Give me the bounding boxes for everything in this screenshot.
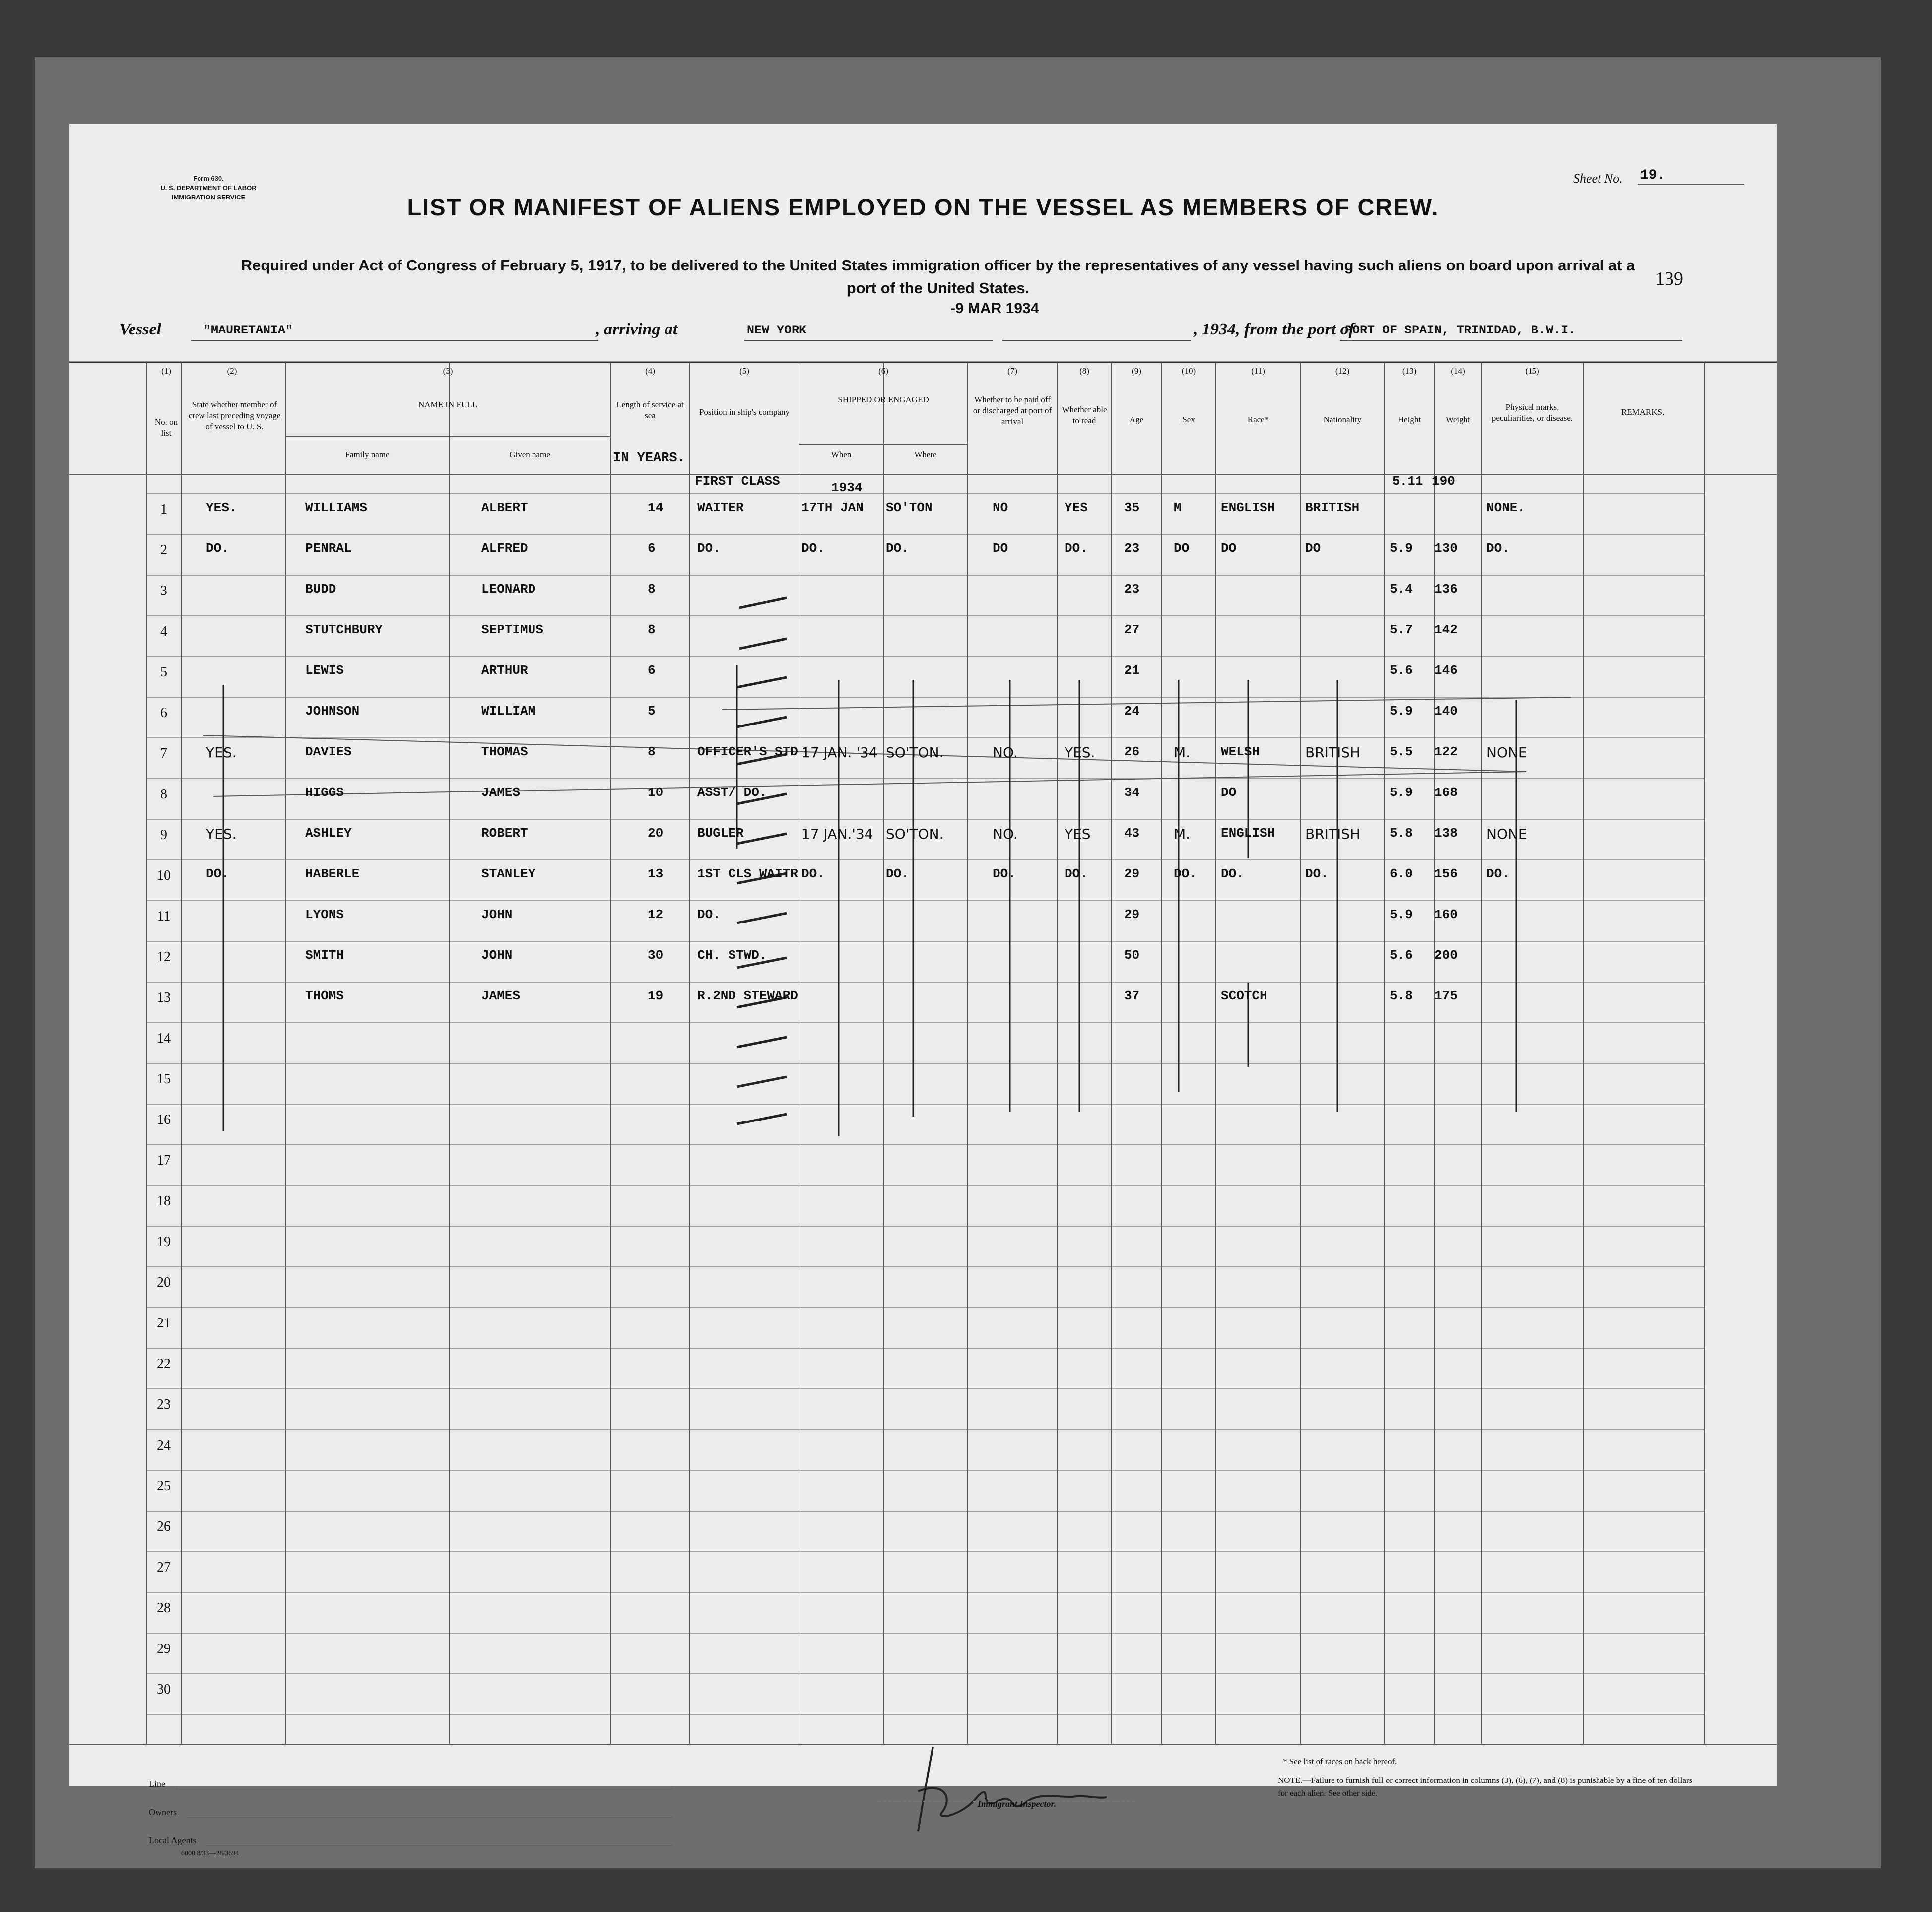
height-cell: 6.0 (1390, 866, 1413, 881)
row-number: 26 (157, 1519, 171, 1534)
inspector-label: Immigrant Inspector. (978, 1799, 1057, 1809)
print-code: 6000 8/33—28/3694 (181, 1850, 239, 1857)
arrival-port: NEW YORK (747, 323, 807, 337)
family-name-cell: BUDD (305, 582, 336, 596)
document-title: LIST OR MANIFEST OF ALIENS EMPLOYED ON THE VESSEL AS MEMBERS OF CREW. (407, 194, 1439, 220)
race-cell: ENGLISH (1221, 826, 1275, 841)
row-number: 2 (160, 542, 167, 558)
physical-marks-cell: DO. (1486, 866, 1510, 881)
row-number: 23 (157, 1397, 171, 1412)
service-years-cell: 30 (648, 948, 664, 963)
row-number: 25 (157, 1478, 171, 1494)
header-able-read: Whether able to read (1062, 405, 1107, 425)
age-cell: 37 (1124, 989, 1140, 1003)
position-cell: R.2ND STEWARD (697, 989, 798, 1003)
race-cell: DO (1221, 541, 1237, 556)
height-cell: 5.9 (1390, 541, 1413, 556)
col-num-6: (6) (878, 366, 888, 376)
able-read-cell: DO. (1065, 541, 1088, 556)
nationality-cell: DO (1305, 541, 1321, 556)
given-name-cell: JAMES (481, 989, 521, 1003)
col-num-3: (3) (443, 366, 453, 376)
shipped-where-cell: SO'TON. (886, 744, 944, 761)
when-year: 1934 (831, 480, 863, 495)
position-cell: DO. (697, 907, 721, 922)
inspector-signature (829, 1742, 1156, 1841)
date-stamp: -9 MAR 1934 (950, 300, 1039, 317)
age-cell: 23 (1124, 541, 1140, 556)
weight-cell: 138 (1434, 826, 1458, 841)
row-number: 14 (157, 1031, 171, 1046)
weight-cell: 200 (1434, 948, 1458, 963)
race-cell: DO. (1221, 866, 1244, 881)
nationality-cell: BRITISH (1305, 826, 1361, 842)
height-cell: 5.6 (1390, 663, 1413, 678)
given-name-cell: STANLEY (481, 866, 536, 881)
col-num-5: (5) (739, 366, 749, 376)
row-number: 13 (157, 990, 171, 1005)
shipped-when-cell: 17 JAN.'34 (801, 826, 873, 842)
owners-label: Owners (149, 1807, 177, 1817)
row-number: 8 (160, 787, 167, 802)
height-cell: 5.8 (1390, 989, 1413, 1003)
row-number: 6 (160, 705, 167, 721)
service-years-cell: 10 (648, 785, 664, 800)
given-name-cell: JOHN (481, 948, 513, 963)
family-name-cell: HABERLE (305, 866, 360, 881)
form-number: Form 630. (193, 175, 224, 182)
physical-marks-cell: NONE (1486, 744, 1527, 761)
given-name-cell: SEPTIMUS (481, 622, 543, 637)
service-years-cell: 19 (648, 989, 664, 1003)
shipped-when-cell: DO. (801, 866, 825, 881)
given-name-cell: ROBERT (481, 826, 528, 841)
able-read-cell: YES (1065, 826, 1091, 842)
owners-underline (186, 1817, 672, 1818)
nationality-cell: BRITISH (1305, 500, 1360, 515)
header-race: Race* (1247, 415, 1269, 424)
given-name-cell: ALFRED (481, 541, 528, 556)
age-cell: 27 (1124, 622, 1140, 637)
state-cell: DO. (206, 866, 229, 881)
age-cell: 29 (1124, 907, 1140, 922)
col-num-7: (7) (1007, 366, 1017, 376)
paid-off-cell: NO. (993, 744, 1018, 761)
given-name-cell: JOHN (481, 907, 513, 922)
header-nationality: Nationality (1323, 415, 1362, 424)
service-years-cell: 8 (648, 582, 656, 596)
shipped-where-cell: DO. (886, 866, 909, 881)
header-height: Height (1398, 415, 1421, 424)
given-name-cell: THOMAS (481, 744, 528, 759)
row-number: 22 (157, 1356, 171, 1372)
able-read-cell: YES. (1065, 744, 1095, 761)
weight-cell: 140 (1434, 704, 1458, 719)
service-years-cell: 6 (648, 541, 656, 556)
row-number: 16 (157, 1112, 171, 1127)
vessel-name: "MAURETANIA" (203, 323, 293, 337)
service-years-cell: 5 (648, 704, 656, 719)
able-read-cell: DO. (1065, 866, 1088, 881)
family-name-cell: DAVIES (305, 744, 352, 759)
state-cell: YES. (206, 826, 237, 842)
header-position: Position in ship's company (699, 407, 790, 417)
position-cell: 1ST CLS WAITR (697, 866, 798, 881)
weight-cell: 160 (1434, 907, 1458, 922)
header-length-service: Length of service at sea (616, 400, 684, 420)
col-num-11: (11) (1251, 366, 1265, 376)
row-number: 10 (157, 868, 171, 883)
row-number: 24 (157, 1438, 171, 1453)
col-num-1: (1) (161, 366, 171, 376)
given-name-cell: ARTHUR (481, 663, 528, 678)
sex-cell: DO. (1174, 866, 1197, 881)
col-num-12: (12) (1335, 366, 1350, 376)
col-num-15: (15) (1525, 366, 1539, 376)
position-cell: CH. STWD. (697, 948, 767, 963)
weight-cell: 168 (1434, 785, 1458, 800)
age-cell: 35 (1124, 500, 1140, 515)
col-num-8: (8) (1079, 366, 1089, 376)
row-number: 12 (157, 949, 171, 965)
header-physical-marks: Physical marks, peculiarities, or disease. (1491, 402, 1573, 423)
sex-cell: M (1174, 500, 1182, 515)
family-name-cell: LYONS (305, 907, 344, 922)
age-cell: 23 (1124, 582, 1140, 596)
sheet-number: 19. (1640, 168, 1666, 183)
height-cell: 5.4 (1390, 582, 1413, 596)
age-cell: 26 (1124, 744, 1140, 759)
given-name-cell: WILLIAM (481, 704, 536, 719)
weight-cell: 146 (1434, 663, 1458, 678)
col-num-13: (13) (1402, 366, 1417, 376)
height-cell: 5.9 (1390, 704, 1413, 719)
family-name-cell: THOMS (305, 989, 344, 1003)
sex-cell: M. (1174, 826, 1191, 842)
row-number: 21 (157, 1316, 171, 1331)
paid-off-cell: DO (993, 541, 1008, 556)
row-number: 29 (157, 1641, 171, 1656)
row-number: 9 (160, 827, 167, 843)
shipped-where-cell: SO'TON (886, 500, 933, 515)
weight-cell: 136 (1434, 582, 1458, 596)
age-cell: 34 (1124, 785, 1140, 800)
col-num-4: (4) (645, 366, 655, 376)
col-num-2: (2) (227, 366, 237, 376)
departure-port: PORT OF SPAIN, TRINIDAD, B.W.I. (1345, 323, 1576, 337)
service-name: IMMIGRATION SERVICE (171, 194, 246, 201)
row-number: 28 (157, 1600, 171, 1616)
row-number: 11 (157, 909, 171, 924)
row-number: 5 (160, 664, 167, 680)
row-number: 4 (160, 624, 167, 639)
position-cell: OFFICER'S STD (697, 744, 798, 759)
weight-cell: 130 (1434, 541, 1458, 556)
header-where: Where (914, 450, 937, 459)
race-cell: WELSH (1221, 744, 1260, 759)
position-cell: DO. (697, 541, 721, 556)
able-read-cell: YES (1065, 500, 1088, 515)
service-years-cell: 6 (648, 663, 656, 678)
header-no-on-list: No. on list (154, 417, 178, 438)
service-years-cell: 13 (648, 866, 664, 881)
height-extra-line: 5.11 (1392, 474, 1423, 489)
given-name-cell: LEONARD (481, 582, 536, 596)
position-cell: BUGLER (697, 826, 744, 841)
vessel-label: Vessel (119, 320, 161, 338)
row-number: 30 (157, 1682, 171, 1697)
header-remarks: REMARKS. (1621, 407, 1665, 417)
row-number: 1 (160, 502, 167, 517)
family-name-cell: ASHLEY (305, 826, 352, 841)
state-cell: YES. (206, 744, 237, 761)
age-cell: 24 (1124, 704, 1140, 719)
position-cell: ASST/ DO. (697, 785, 767, 800)
family-name-cell: PENRAL (305, 541, 352, 556)
service-years-cell: 14 (648, 500, 664, 515)
paid-off-cell: NO. (993, 826, 1018, 842)
local-agents-label: Local Agents (149, 1835, 197, 1845)
physical-marks-cell: NONE (1486, 826, 1527, 842)
row-number: 15 (157, 1071, 171, 1087)
age-cell: 50 (1124, 948, 1140, 963)
race-cell: SCOTCH (1221, 989, 1267, 1003)
nationality-cell: DO. (1305, 866, 1329, 881)
family-name-cell: JOHNSON (305, 704, 360, 719)
height-cell: 5.9 (1390, 907, 1413, 922)
row-number: 20 (157, 1275, 171, 1290)
state-cell: DO. (206, 541, 229, 556)
penalty-note: NOTE.—Failure to furnish full or correct information in columns (3), (6), (7), and (8) is punishable by a fine of ten dollars for each alien. See other side. (1278, 1776, 1693, 1798)
header-given-name: Given name (509, 450, 550, 459)
department-name: U. S. DEPARTMENT OF LABOR (160, 184, 257, 192)
header-family-name: Family name (345, 450, 390, 459)
race-cell: ENGLISH (1221, 500, 1275, 515)
header-paid-off: Whether to be paid off or discharged at port of arrival (973, 395, 1052, 426)
paid-off-cell: DO. (993, 866, 1016, 881)
shipped-when-cell: DO. (801, 541, 825, 556)
position-cell: WAITER (697, 500, 744, 515)
family-name-cell: SMITH (305, 948, 344, 963)
service-years-cell: 8 (648, 622, 656, 637)
weight-cell: 175 (1434, 989, 1458, 1003)
service-years-cell: 12 (648, 907, 664, 922)
weight-cell: 142 (1434, 622, 1458, 637)
col-num-10: (10) (1181, 366, 1196, 376)
line-label: Line (149, 1779, 165, 1789)
height-cell: 5.9 (1390, 785, 1413, 800)
document-subtitle: Required under Act of Congress of February 5, 1917, to be delivered to the United States immigration officer by the representatives of any vessel having such aliens on board upon arrival at a port of the United States. (241, 257, 1635, 297)
row-number: 18 (157, 1193, 171, 1209)
header-name-in-full: NAME IN FULL (418, 400, 477, 409)
col-num-14: (14) (1451, 366, 1465, 376)
shipped-when-cell: 17TH JAN (801, 500, 864, 515)
header-when: When (831, 450, 852, 459)
nationality-cell: BRITISH (1305, 744, 1361, 761)
weight-cell: 122 (1434, 744, 1458, 759)
family-name-cell: STUTCHBURY (305, 622, 383, 637)
weight-extra-line: 190 (1432, 474, 1455, 489)
age-cell: 29 (1124, 866, 1140, 881)
header-shipped-engaged: SHIPPED OR ENGAGED (838, 395, 929, 404)
year-label: , 1934, from the port of (1194, 320, 1354, 338)
row-number: 27 (157, 1560, 171, 1575)
state-cell: YES. (206, 500, 237, 515)
sex-cell: DO (1174, 541, 1190, 556)
height-cell: 5.8 (1390, 826, 1413, 841)
row-number: 3 (160, 583, 167, 598)
page-stamp: 139 (1655, 268, 1683, 289)
header-sex: Sex (1182, 415, 1195, 424)
weight-cell: 156 (1434, 866, 1458, 881)
position-extra-line: FIRST CLASS (695, 474, 780, 489)
header-age: Age (1129, 415, 1144, 424)
age-cell: 21 (1124, 663, 1140, 678)
row-number: 19 (157, 1234, 171, 1250)
paid-off-cell: NO (993, 500, 1008, 515)
col-num-9: (9) (1132, 366, 1141, 376)
sheet-label: Sheet No. (1573, 171, 1623, 186)
row-number: 7 (160, 746, 167, 761)
shipped-where-cell: DO. (886, 541, 909, 556)
height-cell: 5.7 (1390, 622, 1413, 637)
sex-cell: M. (1174, 744, 1191, 761)
family-name-cell: HIGGS (305, 785, 344, 800)
given-name-cell: ALBERT (481, 500, 528, 515)
header-in-years: IN YEARS. (613, 451, 685, 465)
race-cell: DO (1221, 785, 1237, 800)
service-years-cell: 8 (648, 744, 656, 759)
shipped-when-cell: 17 JAN. '34 (801, 744, 878, 761)
physical-marks-cell: NONE. (1486, 500, 1526, 515)
shipped-where-cell: SO'TON. (886, 826, 944, 842)
given-name-cell: JAMES (481, 785, 521, 800)
family-name-cell: WILLIAMS (305, 500, 367, 515)
row-number: 17 (157, 1153, 171, 1168)
header-weight: Weight (1446, 415, 1470, 424)
arriving-label: , arriving at (596, 320, 678, 338)
races-note: * See list of races on back hereof. (1283, 1757, 1397, 1766)
family-name-cell: LEWIS (305, 663, 344, 678)
header-state-whether: State whether member of crew last preceding voyage of vessel to U. S. (188, 400, 281, 431)
service-years-cell: 20 (648, 826, 664, 841)
height-cell: 5.5 (1390, 744, 1413, 759)
age-cell: 43 (1124, 826, 1140, 841)
height-cell: 5.6 (1390, 948, 1413, 963)
agents-underline (206, 1845, 672, 1846)
manifest-sheet (69, 124, 1777, 1857)
physical-marks-cell: DO. (1486, 541, 1510, 556)
